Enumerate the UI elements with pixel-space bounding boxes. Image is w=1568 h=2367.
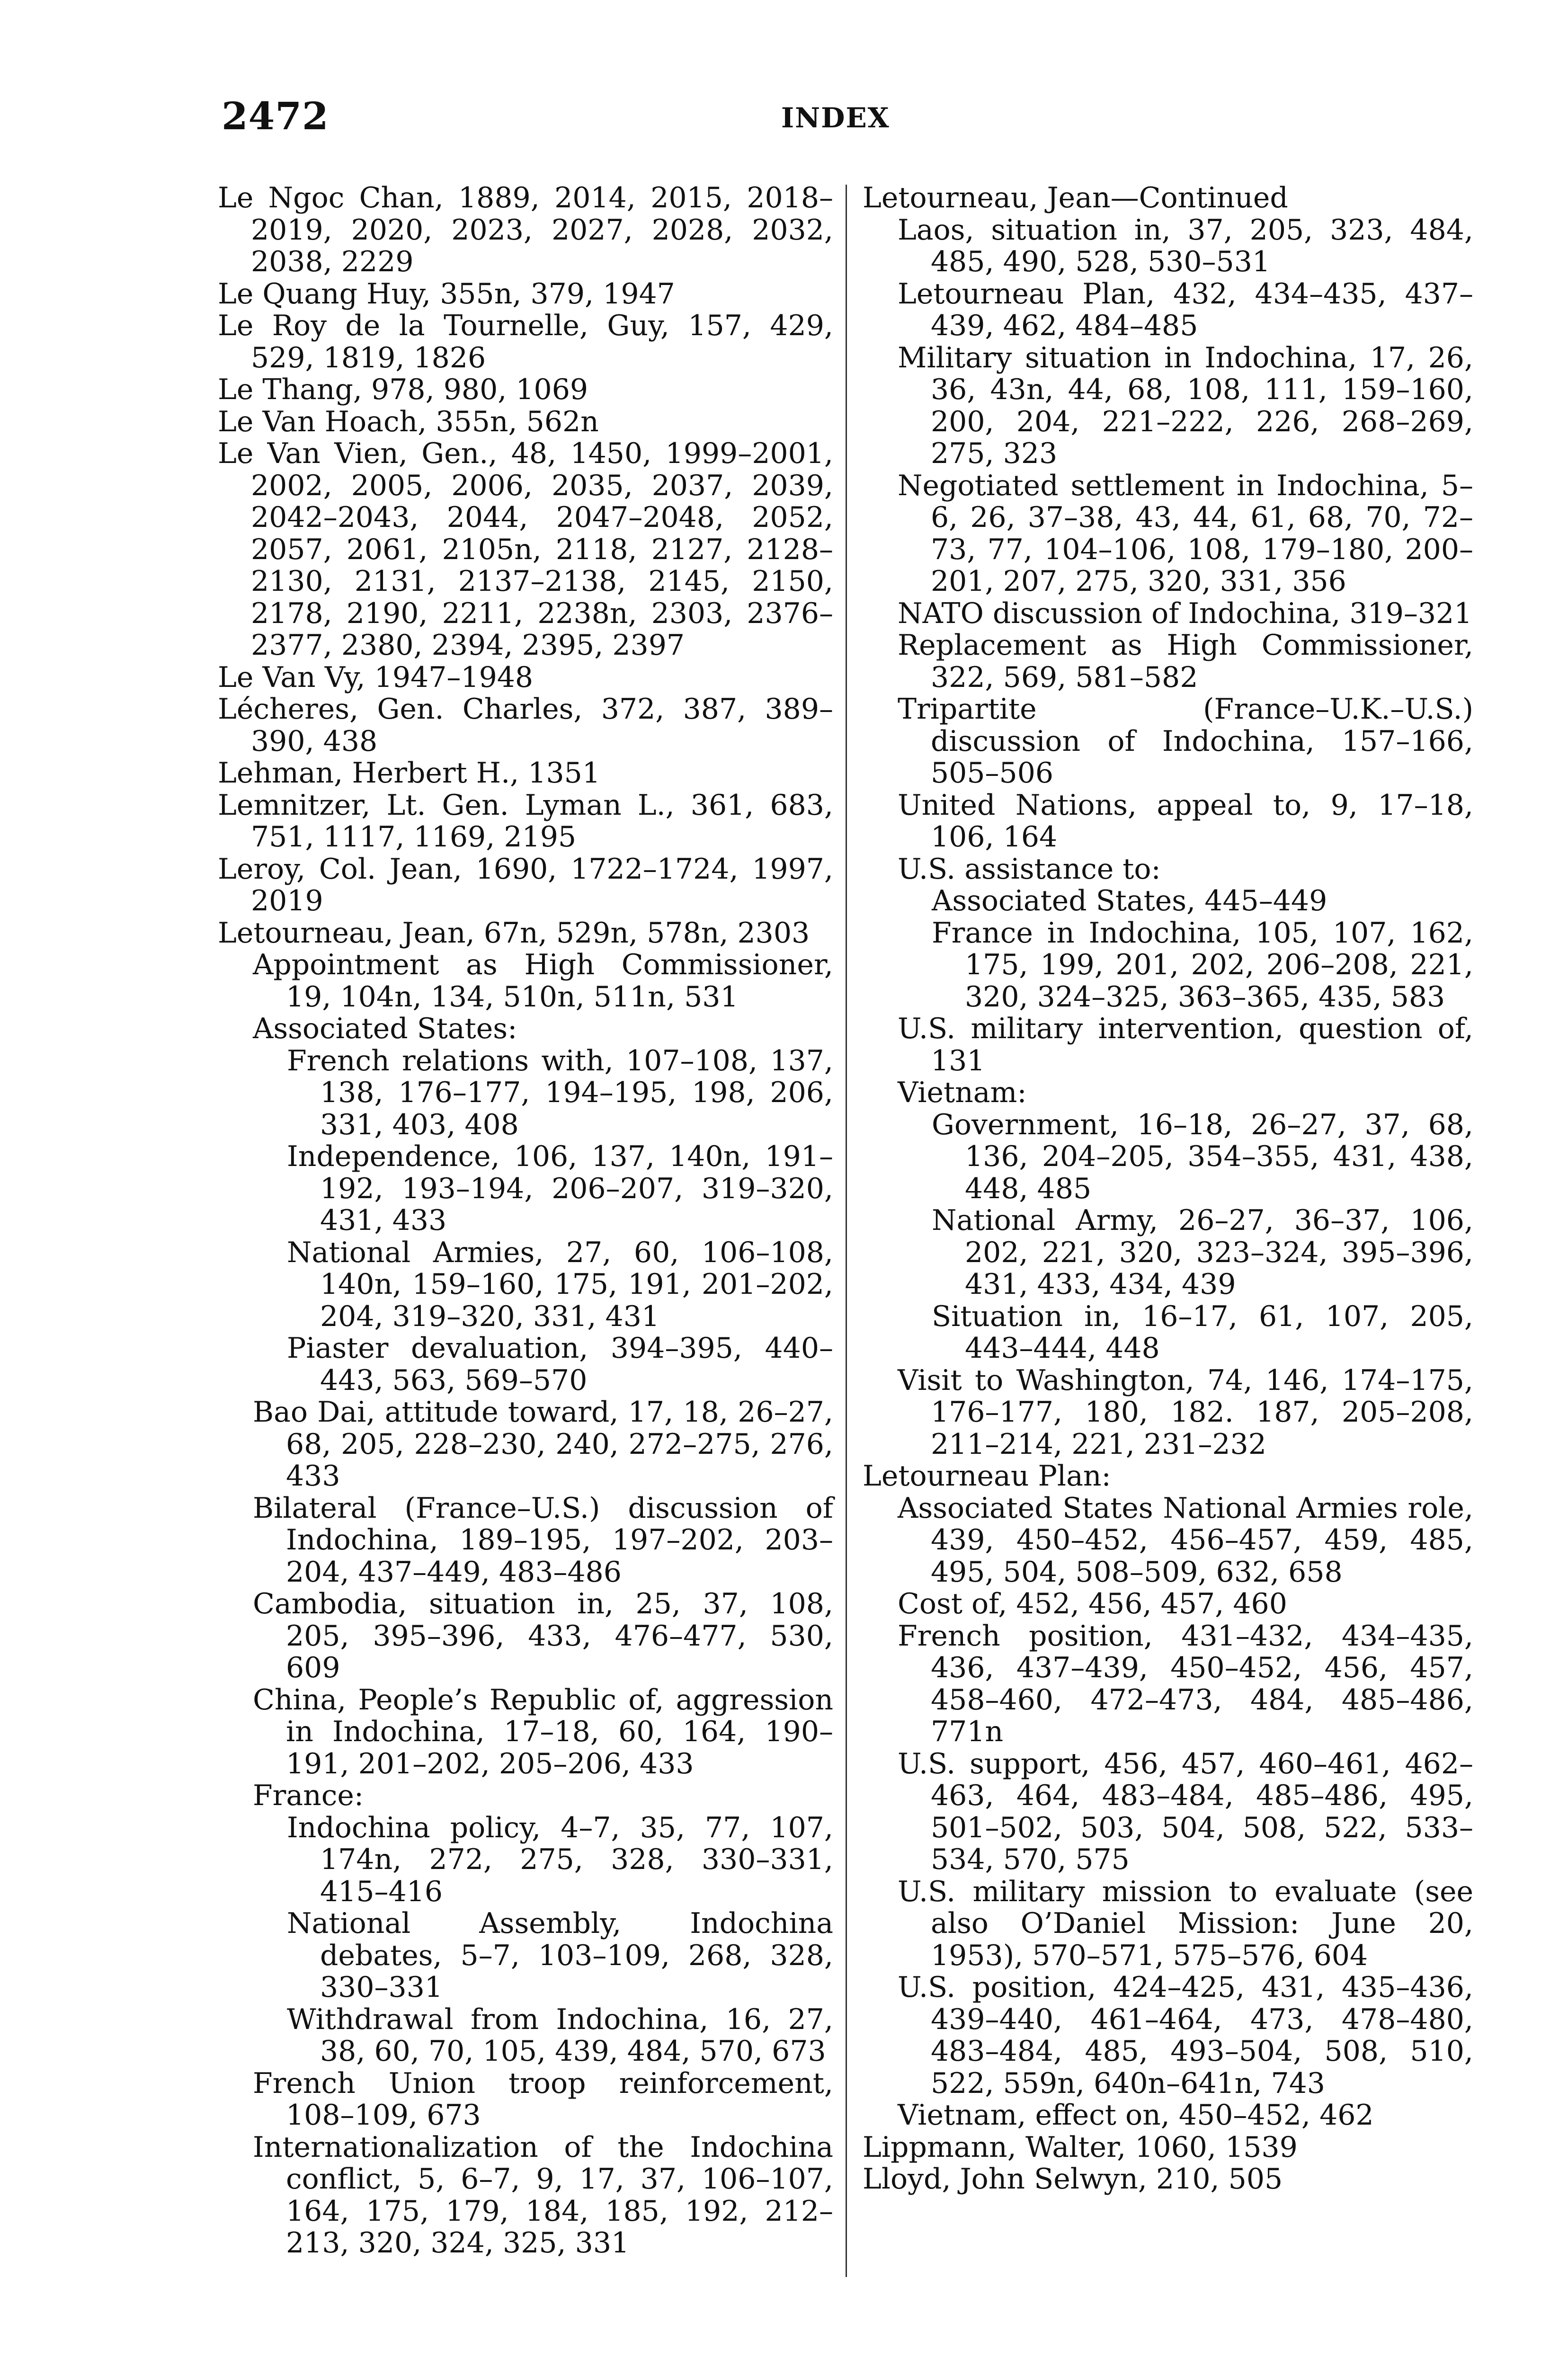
index-entry: U.S. military intervention, question of, 131	[898, 1012, 1473, 1077]
index-entry: Bao Dai, attitude toward, 17, 18, 26–27, 68, 205, 228–230, 240, 272–275, 276, 433	[253, 1396, 833, 1493]
index-entry: Associated States, 445–449	[932, 884, 1327, 917]
index-entry: Laos, situation in, 37, 205, 323, 484, 485, 490, 528, 530–531	[898, 213, 1473, 278]
index-entry: National Assembly, Indochina debates, 5–7, 103–109, 268, 328, 330–331	[287, 1907, 833, 2004]
index-entry: U.S. position, 424–425, 431, 435–436, 439–440, 461–464, 473, 478–480, 483–484, 485, 493–504, 508, 510, 522, 559n, 640n–641n, 743	[898, 1971, 1473, 2100]
index-entry: France in Indochina, 105, 107, 162, 175, 199, 201, 202, 206–208, 221, 320, 324–325, 363–365, 435, 583	[932, 916, 1473, 1014]
index-entry: National Army, 26–27, 36–37, 106, 202, 221, 320, 323–324, 395–396, 431, 433, 434, 439	[932, 1204, 1473, 1301]
index-entry: Negotiated settlement in Indochina, 5–6, 26, 37–38, 43, 44, 61, 68, 70, 72–73, 77, 104–106, 108, 179–180, 200–201, 207, 275, 320, 331, 356	[898, 469, 1473, 598]
index-entry: Le Roy de la Tournelle, Guy, 157, 429, 529, 1819, 1826	[218, 309, 833, 374]
index-entry: French relations with, 107–108, 137, 138, 176–177, 194–195, 198, 206, 331, 403, 408	[287, 1044, 833, 1141]
index-entry: Situation in, 16–17, 61, 107, 205, 443–444, 448	[932, 1299, 1473, 1365]
index-entry: Letourneau, Jean—Continued	[863, 181, 1288, 214]
index-entry: French Union troop reinforcement, 108–109, 673	[253, 2066, 833, 2132]
index-entry: Lehman, Herbert H., 1351	[218, 756, 600, 790]
index-entry: China, People’s Republic of, aggression in Indochina, 17–18, 60, 164, 190–191, 201–202, 205–206, 433	[253, 1683, 833, 1780]
index-entry: Vietnam, effect on, 450–452, 462	[898, 2099, 1374, 2132]
index-entry: Letourneau Plan:	[863, 1459, 1111, 1493]
index-entry: United Nations, appeal to, 9, 17–18, 106, 164	[898, 788, 1473, 854]
index-entry: Le Van Hoach, 355n, 562n	[218, 405, 599, 438]
index-entry: Le Van Vien, Gen., 48, 1450, 1999–2001, 2002, 2005, 2006, 2035, 2037, 2039, 2042–2043, 2044, 2047–2048, 2052, 2057, 2061, 2105n, 2118, 2127, 2128–2130, 2131, 2137–2138, 2145, 2150, 2178, 2190, 2211, 2238n, 2303, 2376–2377, 2380, 2394, 2395, 2397	[218, 437, 833, 662]
index-entry: Leroy, Col. Jean, 1690, 1722–1724, 1997, 2019	[218, 852, 833, 917]
index-entry: Bilateral (France–U.S.) discussion of Indochina, 189–195, 197–202, 203–204, 437–449, 483–486	[253, 1491, 833, 1589]
index-entry: Le Van Vy, 1947–1948	[218, 660, 534, 694]
index-entry: Lloyd, John Selwyn, 210, 505	[863, 2162, 1283, 2196]
index-entry: Independence, 106, 137, 140n, 191–192, 193–194, 206–207, 319–320, 431, 433	[287, 1140, 833, 1237]
right-column	[863, 182, 1473, 2196]
index-entry: Cambodia, situation in, 25, 37, 108, 205, 395–396, 433, 476–477, 530, 609	[253, 1587, 833, 1684]
index-entry: France:	[253, 1779, 364, 1812]
index-entry: Lemnitzer, Lt. Gen. Lyman L., 361, 683, 751, 1117, 1169, 2195	[218, 788, 833, 854]
page-number: 2472	[222, 94, 329, 138]
index-entry: Le Ngoc Chan, 1889, 2014, 2015, 2018–2019, 2020, 2023, 2027, 2028, 2032, 2038, 2229	[218, 181, 833, 278]
index-entry: Vietnam:	[898, 1076, 1027, 1109]
index-entry: Government, 16–18, 26–27, 37, 68, 136, 204–205, 354–355, 431, 438, 448, 485	[932, 1108, 1473, 1205]
index-entry: Cost of, 452, 456, 457, 460	[898, 1587, 1287, 1620]
index-entry: Le Thang, 978, 980, 1069	[218, 373, 588, 406]
index-entry: Indochina policy, 4–7, 35, 77, 107, 174n, 272, 275, 328, 330–331, 415–416	[287, 1811, 833, 1908]
index-entry: Le Quang Huy, 355n, 379, 1947	[218, 277, 675, 311]
index-entry: U.S. assistance to:	[898, 852, 1161, 886]
index-entry: Letourneau Plan, 432, 434–435, 437–439, 462, 484–485	[898, 277, 1473, 342]
index-entry: Associated States National Armies role, 439, 450–452, 456–457, 459, 485, 495, 504, 508–509, 632, 658	[898, 1491, 1473, 1589]
left-column	[218, 182, 833, 2260]
index-entry: U.S. support, 456, 457, 460–461, 462–463, 464, 483–484, 485–486, 495, 501–502, 503, 504, 508, 522, 533–534, 570, 575	[898, 1747, 1473, 1876]
index-entry: Visit to Washington, 74, 146, 174–175, 176–177, 180, 182. 187, 205–208, 211–214, 221, 231–232	[898, 1363, 1473, 1461]
index-entry: Associated States:	[253, 1012, 517, 1045]
index-entry: Withdrawal from Indochina, 16, 27, 38, 60, 70, 105, 439, 484, 570, 673	[287, 2002, 833, 2068]
index-entry: U.S. military mission to evaluate (see also O’Daniel Mission: June 20, 1953), 570–571, 575–576, 604	[898, 1875, 1473, 1972]
index-entry: Tripartite (France–U.K.–U.S.) discussion of Indochina, 157–166, 505–506	[898, 693, 1473, 790]
page-title: INDEX	[781, 102, 890, 134]
index-entry: French position, 431–432, 434–435, 436, 437–439, 450–452, 456, 457, 458–460, 472–473, 484, 485–486, 771n	[898, 1619, 1473, 1748]
index-entry: Replacement as High Commissioner, 322, 569, 581–582	[898, 629, 1473, 694]
index-entry: National Armies, 27, 60, 106–108, 140n, 159–160, 175, 191, 201–202, 204, 319–320, 331, 431	[287, 1236, 833, 1333]
index-entry: NATO discussion of Indochina, 319–321	[898, 596, 1472, 630]
index-entry: Military situation in Indochina, 17, 26, 36, 43n, 44, 68, 108, 111, 159–160, 200, 204, 221–222, 226, 268–269, 275, 323	[898, 341, 1473, 470]
index-entry: Piaster devaluation, 394–395, 440–443, 563, 569–570	[287, 1332, 833, 1397]
index-entry: Appointment as High Commissioner, 19, 104n, 134, 510n, 511n, 531	[253, 948, 833, 1014]
index-entry: Lippmann, Walter, 1060, 1539	[863, 2130, 1298, 2164]
column-divider	[846, 185, 847, 2277]
index-entry: Letourneau, Jean, 67n, 529n, 578n, 2303	[218, 916, 810, 950]
index-entry: Lécheres, Gen. Charles, 372, 387, 389–390, 438	[218, 693, 833, 758]
index-entry: Internationalization of the Indochina conflict, 5, 6–7, 9, 17, 37, 106–107, 164, 175, 179, 184, 185, 192, 212–213, 320, 324, 325, 331	[253, 2130, 833, 2260]
